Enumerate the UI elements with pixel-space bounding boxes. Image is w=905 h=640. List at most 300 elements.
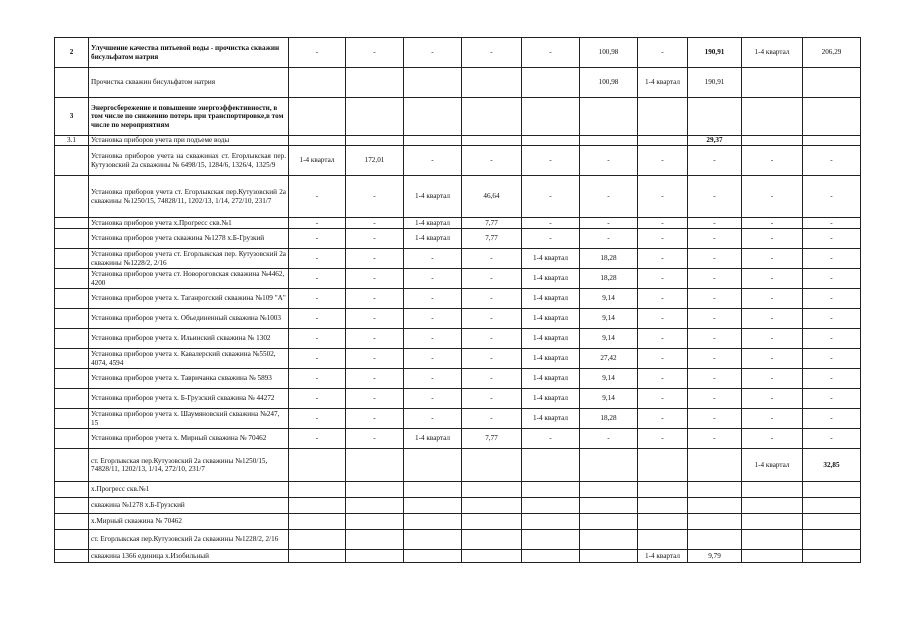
table-cell: - [638, 269, 688, 289]
table-cell: - [346, 229, 404, 249]
row-number: 3 [55, 98, 89, 136]
table-cell [289, 530, 346, 550]
table-cell: 1-4 квартал [742, 449, 803, 482]
measure-description: Установка приборов учета х. Б-Грузский скважина № 44272 [89, 389, 289, 409]
table-cell [688, 482, 742, 498]
table-row [55, 482, 861, 498]
table-cell: - [522, 218, 580, 229]
table-cell: - [803, 349, 861, 369]
table-row [55, 176, 861, 218]
table-cell: - [580, 429, 638, 449]
table-cell: - [289, 409, 346, 429]
table-row [55, 309, 861, 329]
table-cell: 1-4 квартал [522, 389, 580, 409]
table-cell [404, 482, 462, 498]
table-cell: - [462, 269, 522, 289]
table-cell [289, 68, 346, 98]
table-cell: - [688, 349, 742, 369]
table-cell: - [742, 389, 803, 409]
table-cell: - [688, 146, 742, 176]
table-cell: 1-4 квартал [638, 68, 688, 98]
table-cell: - [803, 176, 861, 218]
table-cell: - [289, 349, 346, 369]
measure-description: скважина №1278 х.Б-Грузский [89, 498, 289, 514]
measures-table [54, 37, 861, 563]
table-cell: - [688, 389, 742, 409]
table-cell: - [638, 409, 688, 429]
table-cell: - [803, 409, 861, 429]
table-cell: 1-4 квартал [522, 249, 580, 269]
row-number [55, 409, 89, 429]
table-cell: 27,42 [580, 349, 638, 369]
table-row [55, 449, 861, 482]
table-cell: - [404, 269, 462, 289]
table-cell [742, 550, 803, 563]
table-cell: - [346, 349, 404, 369]
row-number [55, 229, 89, 249]
table-row [55, 429, 861, 449]
table-cell: - [580, 229, 638, 249]
measure-description: Прочистка скважин бисульфатом натрия [89, 68, 289, 98]
table-cell: - [638, 429, 688, 449]
table-cell [688, 514, 742, 530]
table-cell: - [742, 249, 803, 269]
table-cell: - [462, 249, 522, 269]
table-cell [742, 498, 803, 514]
table-cell: - [462, 289, 522, 309]
table-cell [803, 514, 861, 530]
row-number [55, 349, 89, 369]
row-number [55, 429, 89, 449]
measure-description: Установка приборов учета ст. Егорлыкская пер.Кутузовский 2а скважины №1250/15, 74828/11, 1202/13, 1/14, 272/10, 231/7 [89, 176, 289, 218]
table-cell [580, 482, 638, 498]
table-cell [346, 530, 404, 550]
table-cell: - [688, 309, 742, 329]
table-cell: - [803, 146, 861, 176]
table-cell [462, 136, 522, 146]
measure-description: Установка приборов учета скважина №1278 х.Б-Грузкий [89, 229, 289, 249]
table-cell [462, 550, 522, 563]
table-row [55, 38, 861, 68]
table-cell: 1-4 квартал [522, 349, 580, 369]
table-row [55, 68, 861, 98]
table-cell: 1-4 квартал [404, 176, 462, 218]
table-cell: - [742, 289, 803, 309]
table-cell [522, 550, 580, 563]
row-number [55, 514, 89, 530]
measure-description: Энергосбережение и повышение энергоэффективности, в том числе по снижению потерь при транспортировке,в том числе по мероприятиям [89, 98, 289, 136]
table-cell: - [346, 218, 404, 229]
table-cell: - [404, 146, 462, 176]
table-cell: - [688, 369, 742, 389]
table-cell: - [522, 429, 580, 449]
table-cell: 18,28 [580, 249, 638, 269]
measure-description: Установка приборов учета х. Кавалерский скважина №5502, 4074, 4594 [89, 349, 289, 369]
table-cell [404, 136, 462, 146]
table-cell: - [462, 369, 522, 389]
table-cell: - [346, 269, 404, 289]
table-cell [638, 136, 688, 146]
table-cell: 7,77 [462, 218, 522, 229]
table-cell: - [742, 329, 803, 349]
table-cell: 9,14 [580, 389, 638, 409]
table-cell [803, 68, 861, 98]
table-cell: - [638, 349, 688, 369]
measure-description: Установка приборов учета ст. Егорлыкская пер. Кутузовский 2а скважины №1228/2, 2/16 [89, 249, 289, 269]
table-cell [346, 136, 404, 146]
table-cell: - [638, 146, 688, 176]
measure-description: х.Прогресс скв.№1 [89, 482, 289, 498]
table-cell: - [803, 309, 861, 329]
table-cell [404, 68, 462, 98]
table-cell [803, 482, 861, 498]
table-cell: 1-4 квартал [638, 550, 688, 563]
table-cell: - [638, 369, 688, 389]
table-cell: - [803, 289, 861, 309]
table-cell: - [404, 38, 462, 68]
table-cell [638, 98, 688, 136]
table-cell: 7,77 [462, 429, 522, 449]
table-cell [289, 498, 346, 514]
measure-description: Установка приборов учета на скважинах ст. Егорлыкская пер. Кутузовский 2а скважины № 6498/15, 1284/6, 1326/4, 1325/9 [89, 146, 289, 176]
table-cell [346, 482, 404, 498]
table-cell [638, 498, 688, 514]
table-cell: 7,77 [462, 229, 522, 249]
measure-description: скважина 1366 единица х.Изобильный [89, 550, 289, 563]
table-cell: - [404, 409, 462, 429]
row-number [55, 498, 89, 514]
table-cell: - [346, 38, 404, 68]
table-cell [522, 498, 580, 514]
table-row [55, 136, 861, 146]
table-cell [462, 482, 522, 498]
table-cell: 29,37 [688, 136, 742, 146]
table-cell [580, 498, 638, 514]
row-number [55, 218, 89, 229]
table-cell: - [803, 369, 861, 389]
table-cell: - [289, 289, 346, 309]
table-row [55, 249, 861, 269]
table-cell: - [346, 329, 404, 349]
row-number [55, 68, 89, 98]
table-cell [346, 449, 404, 482]
table-row [55, 146, 861, 176]
table-cell [404, 514, 462, 530]
table-cell: - [462, 38, 522, 68]
table-cell [289, 550, 346, 563]
table-cell: 1-4 квартал [289, 146, 346, 176]
table-cell [688, 98, 742, 136]
table-cell: - [638, 38, 688, 68]
table-cell: - [289, 229, 346, 249]
table-cell: - [289, 429, 346, 449]
table-cell [462, 514, 522, 530]
table-cell: - [742, 146, 803, 176]
table-cell [404, 530, 462, 550]
table-cell: - [638, 329, 688, 349]
table-cell: - [688, 329, 742, 349]
table-cell: - [688, 429, 742, 449]
table-cell: - [580, 176, 638, 218]
table-cell: - [580, 146, 638, 176]
table-row [55, 229, 861, 249]
table-cell: - [522, 176, 580, 218]
measure-description: ст. Егорлыкская пер.Кутузовский 2а скважины №1250/15, 74828/11, 1202/13, 1/14, 272/10, 231/7 [89, 449, 289, 482]
row-number [55, 146, 89, 176]
table-cell [404, 449, 462, 482]
table-row [55, 369, 861, 389]
table-cell: - [289, 38, 346, 68]
table-cell [688, 449, 742, 482]
table-cell: 32,85 [803, 449, 861, 482]
table-cell: - [638, 389, 688, 409]
row-number [55, 389, 89, 409]
table-cell: - [742, 409, 803, 429]
table-cell: 9,14 [580, 309, 638, 329]
table-cell: - [742, 429, 803, 449]
table-cell: - [404, 329, 462, 349]
measure-description: Установка приборов учета х. Таганрогский скважина №109 "А" [89, 289, 289, 309]
table-cell: - [462, 329, 522, 349]
table-cell: - [462, 389, 522, 409]
table-cell [522, 98, 580, 136]
table-cell: - [404, 249, 462, 269]
table-cell: 100,98 [580, 68, 638, 98]
table-cell: - [688, 229, 742, 249]
table-cell: - [404, 369, 462, 389]
table-cell: - [580, 218, 638, 229]
table-cell: - [803, 218, 861, 229]
table-cell [688, 498, 742, 514]
table-cell: 1-4 квартал [522, 289, 580, 309]
table-cell [289, 514, 346, 530]
table-row [55, 98, 861, 136]
table-cell [742, 514, 803, 530]
table-cell: - [742, 269, 803, 289]
table-cell [462, 98, 522, 136]
table-row [55, 550, 861, 563]
table-cell: - [742, 229, 803, 249]
table-cell [638, 530, 688, 550]
row-number [55, 530, 89, 550]
measure-description: х.Мирный скважина № 70462 [89, 514, 289, 530]
table-cell: - [346, 429, 404, 449]
table-cell [289, 98, 346, 136]
table-cell: 1-4 квартал [522, 329, 580, 349]
table-cell: 9,14 [580, 329, 638, 349]
table-cell: 1-4 квартал [522, 269, 580, 289]
table-cell: 1-4 квартал [742, 38, 803, 68]
table-cell: - [404, 309, 462, 329]
table-cell [289, 449, 346, 482]
table-cell [346, 498, 404, 514]
table-cell [742, 530, 803, 550]
row-number [55, 329, 89, 349]
table-cell [580, 98, 638, 136]
row-number [55, 249, 89, 269]
table-cell [404, 98, 462, 136]
row-number: 3.1 [55, 136, 89, 146]
table-cell [580, 550, 638, 563]
table-cell: - [688, 176, 742, 218]
table-cell: - [638, 249, 688, 269]
measure-description: Установка приборов учета х. Шаумяновский скважина №247, 15 [89, 409, 289, 429]
table-cell [289, 136, 346, 146]
table-row [55, 498, 861, 514]
table-cell: - [638, 289, 688, 309]
table-cell [638, 514, 688, 530]
measure-description: Улучшение качества питьевой воды - прочистка скважин бисульфатом натрия [89, 38, 289, 68]
table-cell [580, 514, 638, 530]
table-row [55, 329, 861, 349]
table-cell: - [638, 229, 688, 249]
table-cell [522, 530, 580, 550]
table-cell [462, 68, 522, 98]
table-cell: - [346, 409, 404, 429]
table-cell: - [742, 176, 803, 218]
table-cell: - [289, 309, 346, 329]
table-cell: - [522, 229, 580, 249]
table-cell: 9,79 [688, 550, 742, 563]
table-cell [638, 449, 688, 482]
table-cell: - [638, 176, 688, 218]
table-cell [289, 482, 346, 498]
table-cell: - [346, 389, 404, 409]
measure-description: Установка приборов учета х. Ильинский скважина № 1302 [89, 329, 289, 349]
row-number [55, 309, 89, 329]
row-number [55, 176, 89, 218]
table-cell [522, 482, 580, 498]
table-cell: - [522, 38, 580, 68]
table-cell [346, 68, 404, 98]
row-number [55, 449, 89, 482]
table-cell: - [803, 389, 861, 409]
table-cell: 18,28 [580, 269, 638, 289]
table-cell [346, 514, 404, 530]
table-cell [522, 68, 580, 98]
table-cell: 9,14 [580, 289, 638, 309]
measure-description: Установка приборов учета х.Прогресс скв.№1 [89, 218, 289, 229]
table-cell [522, 136, 580, 146]
table-cell: - [688, 218, 742, 229]
table-cell [742, 98, 803, 136]
table-row [55, 514, 861, 530]
table-cell: - [742, 369, 803, 389]
table-cell [742, 136, 803, 146]
table-cell: 190,91 [688, 68, 742, 98]
table-row [55, 409, 861, 429]
measure-description: Установка приборов учета ст. Новороговская скважина №4462, 4200 [89, 269, 289, 289]
table-cell: - [803, 229, 861, 249]
table-cell: 9,14 [580, 369, 638, 389]
table-cell [580, 136, 638, 146]
table-row [55, 218, 861, 229]
table-cell: 1-4 квартал [404, 429, 462, 449]
table-cell: - [688, 249, 742, 269]
measure-description: ст. Егорлыкская пер.Кутузовский 2а скважины №1228/2, 2/16 [89, 530, 289, 550]
table-cell: - [346, 289, 404, 309]
table-cell [638, 482, 688, 498]
table-cell [803, 98, 861, 136]
table-row [55, 289, 861, 309]
table-cell [803, 550, 861, 563]
table-cell: 1-4 квартал [522, 369, 580, 389]
table-cell: - [688, 269, 742, 289]
table-cell: - [742, 349, 803, 369]
measure-description: Установка приборов учета х. Мирный скважина № 70462 [89, 429, 289, 449]
table-cell: - [462, 409, 522, 429]
table-cell: 1-4 квартал [522, 409, 580, 429]
measure-description: Установка приборов учета х. Тавричанка скважина № 5893 [89, 369, 289, 389]
row-number [55, 369, 89, 389]
table-cell: 1-4 квартал [522, 309, 580, 329]
table-cell: - [462, 349, 522, 369]
table-cell [522, 514, 580, 530]
table-cell [404, 498, 462, 514]
table-cell: - [289, 329, 346, 349]
table-cell: - [462, 146, 522, 176]
row-number [55, 289, 89, 309]
table-cell: 46,64 [462, 176, 522, 218]
table-cell [742, 482, 803, 498]
table-cell: - [688, 289, 742, 309]
table-cell: 206,29 [803, 38, 861, 68]
table-cell: - [522, 146, 580, 176]
table-row [55, 389, 861, 409]
table-cell: - [346, 369, 404, 389]
table-cell [462, 449, 522, 482]
table-cell [803, 498, 861, 514]
row-number [55, 269, 89, 289]
table-cell: 1-4 квартал [404, 218, 462, 229]
table-cell: - [803, 429, 861, 449]
table-row [55, 349, 861, 369]
table-cell: - [346, 176, 404, 218]
table-cell [803, 530, 861, 550]
table-cell: - [289, 176, 346, 218]
table-cell: - [289, 249, 346, 269]
table-cell [688, 530, 742, 550]
table-cell: - [346, 249, 404, 269]
row-number: 2 [55, 38, 89, 68]
table-cell [742, 68, 803, 98]
measure-description: Установка приборов учета х. Объединенный скважина №1003 [89, 309, 289, 329]
table-cell: - [462, 309, 522, 329]
table-cell: 1-4 квартал [404, 229, 462, 249]
table-row [55, 269, 861, 289]
table-cell: - [803, 329, 861, 349]
table-cell: - [346, 309, 404, 329]
table-cell: - [742, 218, 803, 229]
table-cell [522, 449, 580, 482]
table-cell: - [638, 218, 688, 229]
table-cell: - [803, 249, 861, 269]
row-number [55, 550, 89, 563]
row-number [55, 482, 89, 498]
measure-description: Установка приборов учета при подъеме воды [89, 136, 289, 146]
table-cell [404, 550, 462, 563]
table-cell: - [289, 369, 346, 389]
table-cell: - [289, 269, 346, 289]
table-cell [580, 449, 638, 482]
table-cell: - [289, 389, 346, 409]
table-cell [462, 498, 522, 514]
table-cell [580, 530, 638, 550]
table-row [55, 530, 861, 550]
table-cell [462, 530, 522, 550]
table-cell: - [404, 349, 462, 369]
table-cell: - [638, 309, 688, 329]
